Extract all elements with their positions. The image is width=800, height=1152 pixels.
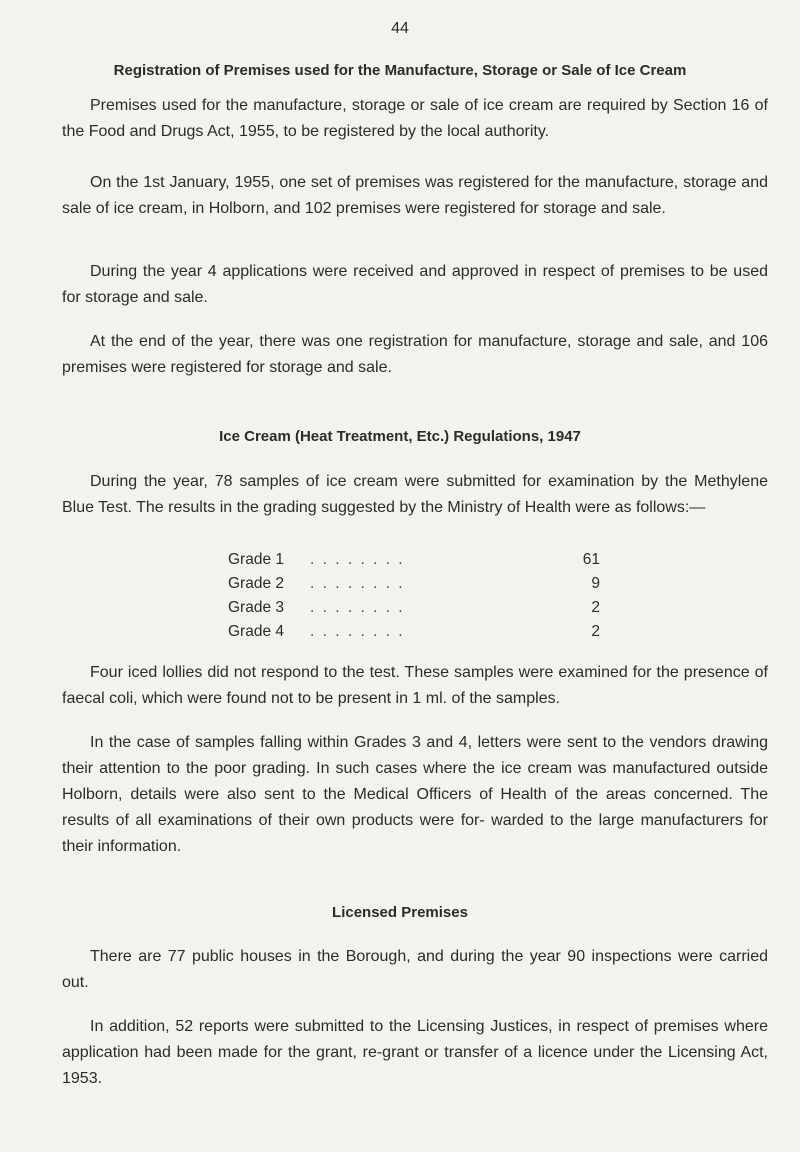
grade-label: Grade 3 [228, 599, 285, 616]
registration-paragraph-2: On the 1st January, 1955, one set of premises was registered for the manufacture, storage and sale of ice cream, in Holborn, and 102 premises were registered for storage and sale. [62, 174, 768, 217]
grade-label: Grade 1 [228, 551, 285, 568]
grade-count: 2 [591, 599, 600, 616]
grade-row [228, 572, 608, 596]
grade-count: 2 [591, 623, 600, 640]
leader-dots: . . . . . . . . [310, 599, 405, 616]
grade-label: Grade 4 [228, 623, 285, 640]
grade-row [228, 548, 608, 572]
leader-dots: . . . . . . . . [310, 623, 405, 640]
page-number: 44 [391, 20, 409, 37]
grade-table [228, 548, 608, 644]
grade-row [228, 596, 608, 620]
grade-count: 61 [582, 551, 600, 568]
ice-cream-regs-paragraph-2: In the case of samples falling within Grades 3 and 4, letters were sent to the vendors drawing their attention to the poor grading. In such cases where the ice cream was manufactured outside Holborn, details were also sent to the Medical Officers of Health of the areas concerned. The results of all examinations of their own products were for- warded to the large manufacturers for their information. [62, 734, 768, 855]
leader-dots: . . . . . . . . [310, 551, 405, 568]
ice-cream-regs-heading: Ice Cream (Heat Treatment, Etc.) Regulations, 1947 [219, 428, 581, 445]
grade-row [228, 620, 608, 644]
licensed-paragraph-1: There are 77 public houses in the Borough, and during the year 90 inspections were carried out. [62, 948, 768, 991]
grade-label: Grade 2 [228, 575, 285, 592]
licensed-paragraph-2: In addition, 52 reports were submitted to the Licensing Justices, in respect of premises where application had been made for the grant, re-grant or transfer of a licence under the Licensing Act, 1953. [62, 1018, 768, 1087]
grade-count: 9 [591, 575, 600, 592]
registration-paragraph-4: At the end of the year, there was one registration for manufacture, storage and sale, and 106 premises were registered for storage and sale. [62, 333, 768, 376]
registration-heading: Registration of Premises used for the Manufacture, Storage or Sale of Ice Cream [113, 62, 687, 79]
registration-paragraph-3: During the year 4 applications were received and approved in respect of premises to be used for storage and sale. [62, 263, 768, 306]
registration-paragraph-1: Premises used for the manufacture, storage or sale of ice cream are required by Section 16 of the Food and Drugs Act, 1955, to be registered by the local authority. [62, 97, 768, 140]
ice-cream-regs-paragraph-1: Four iced lollies did not respond to the test. These samples were examined for the presence of faecal coli, which were found not to be present in 1 ml. of the samples. [62, 664, 768, 707]
ice-cream-regs-intro: During the year, 78 samples of ice cream were submitted for examination by the Methylene Blue Test. The results in the grading suggested by the Ministry of Health were as follows:— [62, 473, 768, 516]
leader-dots: . . . . . . . . [310, 575, 405, 592]
licensed-premises-heading: Licensed Premises [332, 904, 468, 921]
